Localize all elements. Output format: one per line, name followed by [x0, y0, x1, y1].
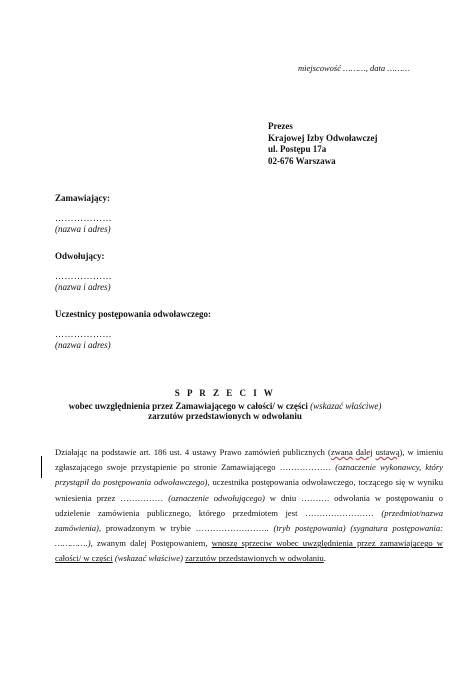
body-underlined: zarzutów przedstawionych w odwołaniu — [185, 553, 324, 564]
body-text: . — [323, 553, 326, 564]
party-appellant — [55, 251, 112, 293]
body-text: , prowadzonym w trybie …………………….. — [98, 523, 274, 534]
party-hint: (nazwa i adres) — [55, 340, 111, 350]
body-underlined: wnoszę sprzeciw wobec uwzględnienia przez zamawiającego w całości/ w części — [55, 538, 444, 564]
place-date-line: miejscowość ………, data ……… — [298, 63, 410, 73]
body-text: w dniu ………. odwołania w postępowaniu o udzielenie zamówienia publicznego, którego przedmiotem jest …………………… — [55, 492, 443, 518]
body-text: , uczestnika postępowania odwoławczego, toczącego się w wyniku wniesienia przez …………… — [55, 477, 443, 503]
spellcheck-word[interactable]: zwana — [330, 447, 353, 457]
body-text: ), w imieniu zgłaszającego swoje przystąpienie po stronie Zamawiającego ……………… — [55, 447, 443, 473]
addressee-line-1: Prezes — [268, 121, 293, 131]
text-cursor — [41, 456, 42, 478]
party-hint: (nazwa i adres) — [55, 282, 111, 292]
body-hint: (tryb postępowania) — [273, 523, 346, 534]
title-line-2 — [0, 401, 450, 411]
party-hint: (nazwa i adres) — [55, 224, 111, 234]
addressee-line-4: 02-676 Warszawa — [268, 155, 336, 166]
title-line-2-text: wobec uwzględnienia przez Zamawiającego w całości/ w części — [68, 401, 311, 411]
party-label: Zamawiający: — [55, 193, 110, 203]
title-main: S P R Z E C I W — [174, 388, 276, 398]
party-participants — [55, 309, 211, 351]
body-hint: (oznaczenie wykonawcy, który przystąpił do postępowania odwoławczego) — [55, 462, 443, 488]
spellcheck-word[interactable]: dalej — [355, 447, 373, 457]
party-label: Uczestnicy postępowania odwoławczego: — [55, 309, 211, 319]
body-hint: (wskazać właściwe) — [114, 553, 183, 564]
party-dots: ……………… — [55, 329, 112, 339]
title-line-2-hint: (wskazać właściwe) — [310, 401, 382, 411]
addressee-line-2: Krajowej Izby Odwoławczej — [268, 132, 378, 143]
party-dots: ……………… — [55, 271, 112, 281]
addressee-line-3: ul. Postępu 17a — [268, 144, 327, 154]
body-paragraph[interactable] — [55, 445, 443, 567]
body-text: Działając na podstawie art. 186 ust. 4 ustawy Prawo zamówień publicznych ( — [55, 447, 331, 457]
document-title — [0, 388, 450, 421]
addressee-block — [268, 121, 377, 167]
party-contracting — [55, 193, 112, 235]
spellcheck-word[interactable]: ustawą — [375, 447, 400, 457]
party-dots: ……………… — [55, 213, 112, 223]
party-label: Odwołujący: — [55, 251, 105, 261]
body-hint: (sygnatura postępowania: ………….) — [55, 523, 444, 549]
body-hint: (oznaczenie odwołującego) — [168, 492, 265, 503]
body-text: , zwanym dalej Postępowaniem, — [90, 538, 212, 549]
title-line-3: zarzutów przedstawionych w odwołaniu — [148, 411, 302, 421]
body-hint: (przedmiot/nazwa zamówienia) — [55, 507, 443, 534]
